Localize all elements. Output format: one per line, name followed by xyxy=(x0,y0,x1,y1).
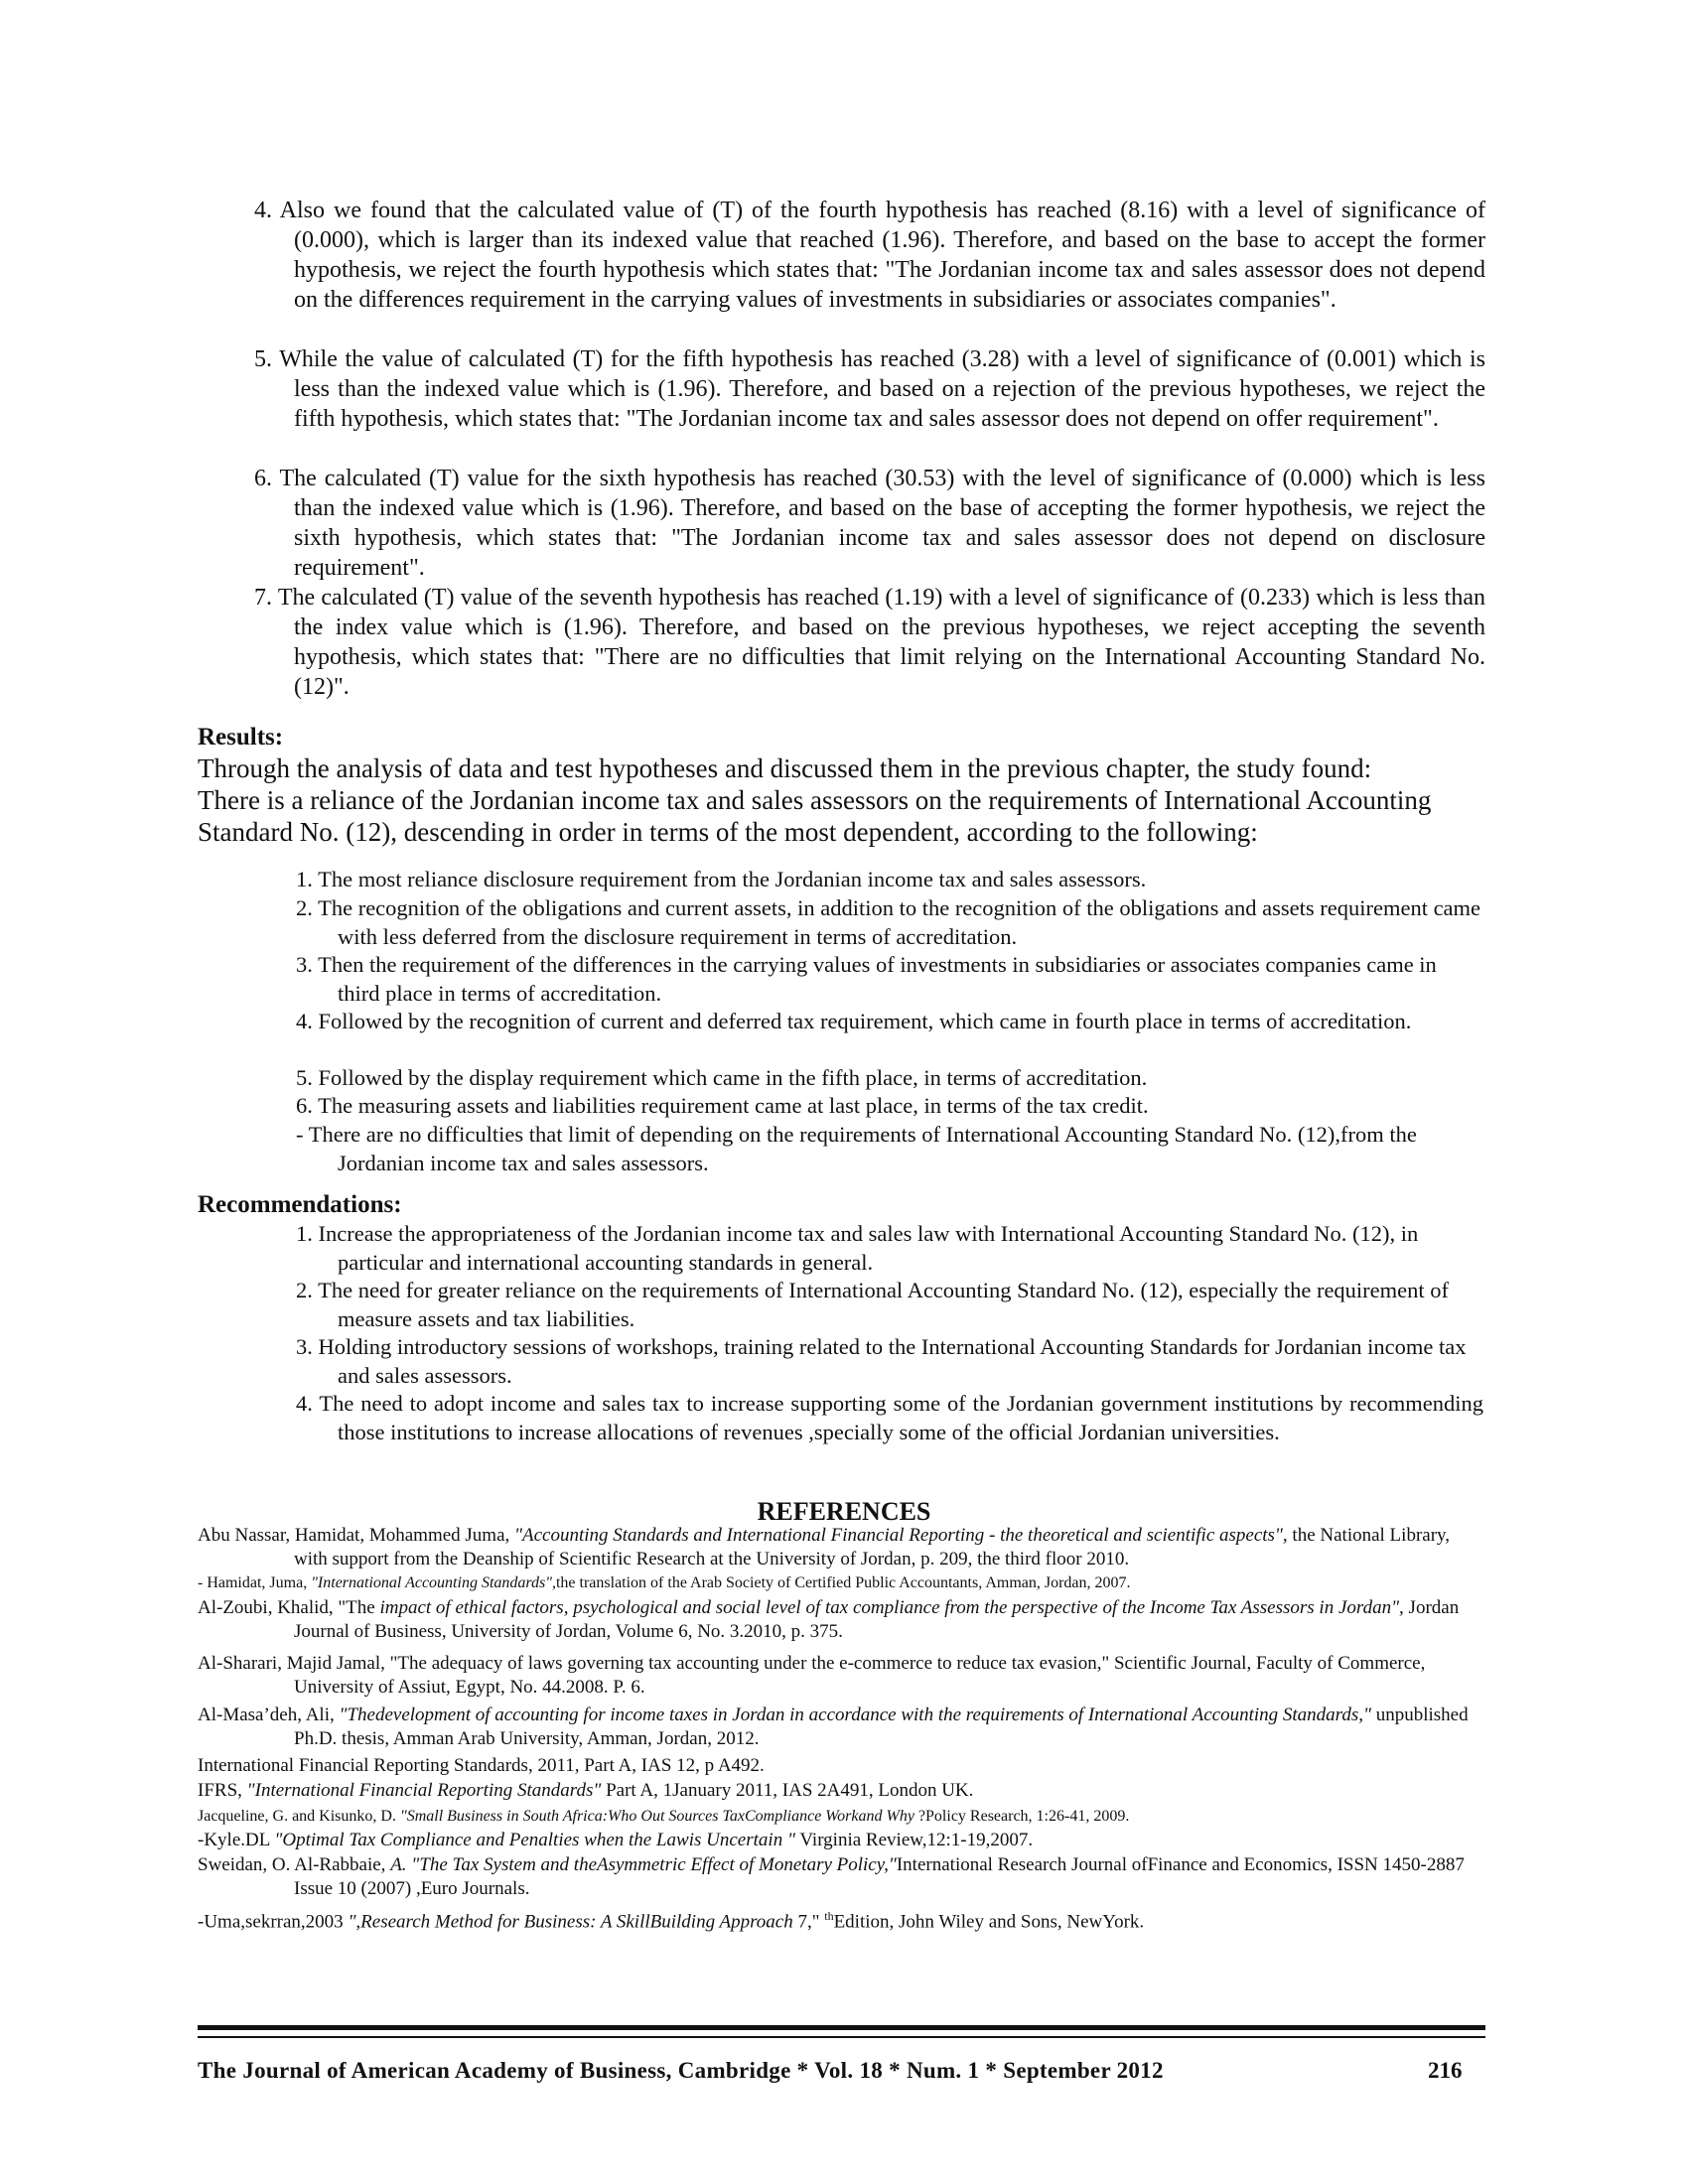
results-summary: There is a reliance of the Jordanian income tax and sales assessors on the requirements of International Accounting Standard No. (12), descending in order in terms of the most dependent, according to the following: xyxy=(198,785,1432,847)
reference-entry: Al-Masa’deh, Ali, "Thedevelopment of accounting for income taxes in Jordan in accordance with the requirements of International Accounting Standards," unpublished Ph.D. thesis, Amman Arab University, Amman, Jordan, 2012. xyxy=(198,1705,1469,1749)
hypothesis-4 xyxy=(254,196,1485,315)
results-item: - There are no difficulties that limit of depending on the requirements of International Accounting Standard No. (12),from the Jordanian income tax and sales assessors. xyxy=(296,1122,1417,1175)
footer-rule-thick xyxy=(198,2025,1485,2030)
recommendation-item: 2. The need for greater reliance on the requirements of International Accounting Standard No. (12), especially the requirement of measure assets and tax liabilities. xyxy=(296,1278,1450,1331)
hypothesis-text: 5. While the value of calculated (T) for the fifth hypothesis has reached (3.28) with a level of significance of (0.001) which is less than the indexed value which is (1.96). Therefore, and based on a rejection of the previous hypotheses, we reject the fifth hypothesis, which states that: "The Jordanian income tax and sales assessor does not depend on offer requirement". xyxy=(254,346,1485,432)
results-item: 4. Followed by the recognition of current and deferred tax requirement, which came in fourth place in terms of accreditation. xyxy=(296,1009,1412,1033)
results-heading: Results: xyxy=(198,724,284,751)
reference-entry: -Uma,sekrran,2003 ",Research Method for Business: A SkillBuilding Approach 7," $^{th}$Edition, John Wiley and Sons, NewYork. xyxy=(198,1909,1145,1933)
hypothesis-text: 7. The calculated (T) value of the seventh hypothesis has reached (1.19) with a level of significance of (0.233) which is less than the index value which is (1.96). Therefore, and based on the previous hypotheses, we reject accepting the seventh hypothesis, which states that: "There are no difficulties that limit relying on the International Accounting Standard No. (12)". xyxy=(254,585,1485,700)
reference-entry: Al-Sharari, Majid Jamal, "The adequacy of laws governing tax accounting under the e-commerce to reduce tax evasion," Scientific Journal, Faculty of Commerce, University of Assiut, Egypt, No. 44.2008. P. 6. xyxy=(198,1653,1426,1698)
journal-footer: The Journal of American Academy of Business, Cambridge * Vol. 18 * Num. 1 * September 2012 xyxy=(198,2058,1164,2083)
results-item: 5. Followed by the display requirement which came in the fifth place, in terms of accreditation. xyxy=(296,1065,1148,1090)
reference-entry: IFRS, "International Financial Reporting Standards" Part A, 1January 2011, IAS 2A491, London UK. xyxy=(198,1780,974,1801)
results-item: 2. The recognition of the obligations and current assets, in addition to the recognition of the obligations and assets requirement came with less deferred from the disclosure requirement in terms of accreditation. xyxy=(296,895,1481,949)
hypothesis-text: 4. Also we found that the calculated value of (T) of the fourth hypothesis has reached (8.16) with a level of significance of (0.000), which is larger than its indexed value that reached (1.96). Therefore, and based on the base to accept the former hypothesis, we reject the fourth hypothesis which states that: "The Jordanian income tax and sales assessor does not depend on the differences requirement in the carrying values of investments in subsidiaries or associates companies". xyxy=(254,198,1485,313)
references-heading: REFERENCES xyxy=(757,1497,931,1526)
hypothesis-6 xyxy=(254,464,1485,583)
reference-entry: Jacqueline, G. and Kisunko, D. "Small Business in South Africa:Who Out Sources TaxCompliance Workand Why ?Policy Research, 1:26-41, 2009. xyxy=(198,1808,1130,1825)
results-item: 6. The measuring assets and liabilities requirement came at last place, in terms of the tax credit. xyxy=(296,1093,1149,1118)
hypothesis-text: 6. The calculated (T) value for the sixth hypothesis has reached (30.53) with the level of significance of (0.000) which is less than the indexed value which is (1.96). Therefore, and based on the base of accepting the former hypothesis, we reject the sixth hypothesis, which states that: "The Jordanian income tax and sales assessor does not depend on disclosure requirement". xyxy=(254,466,1485,581)
reference-entry: Al-Zoubi, Khalid, "The impact of ethical factors, psychological and social level of tax compliance from the perspective of the Income Tax Assessors in Jordan", Jordan Journal of Business, University of Jordan, Volume 6, No. 3.2010, p. 375. xyxy=(198,1597,1460,1642)
footer-rule-thin xyxy=(198,2036,1485,2038)
recommendation-item: 1. Increase the appropriateness of the Jordanian income tax and sales law with International Accounting Standard No. (12), in particular and international accounting standards in general. xyxy=(296,1221,1419,1275)
page-number: 216 xyxy=(1428,2058,1463,2083)
recommendations-heading: Recommendations: xyxy=(198,1191,402,1218)
reference-entry: Abu Nassar, Hamidat, Mohammed Juma, "Accounting Standards and International Financial Reporting - the theoretical and scientific aspects", the National Library, with support from the Deanship of Scientific Research at the University of Jordan, p. 209, the third floor 2010. xyxy=(198,1525,1451,1570)
reference-entry: - Hamidat, Juma, "International Accounting Standards",the translation of the Arab Society of Certified Public Accountants, Amman, Jordan, 2007. xyxy=(198,1574,1131,1591)
reference-entry: -Kyle.DL "Optimal Tax Compliance and Penalties when the Lawis Uncertain " Virginia Review,12:1-19,2007. xyxy=(198,1830,1034,1850)
recommendation-item: 4. The need to adopt income and sales tax to increase supporting some of the Jordanian government institutions by recommending those institutions to increase allocations of revenues ,specially some of the official Jordanian universities. xyxy=(296,1391,1483,1444)
hypothesis-7 xyxy=(254,583,1485,702)
hypothesis-5 xyxy=(254,344,1485,434)
reference-entry: Sweidan, O. Al-Rabbaie, A. "The Tax System and theAsymmetric Effect of Monetary Policy,"International Research Journal ofFinance and Economics, ISSN 1450-2887 Issue 10 (2007) ,Euro Journals. xyxy=(198,1854,1465,1899)
recommendation-item: 3. Holding introductory sessions of workshops, training related to the International Accounting Standards for Jordanian income tax and sales assessors. xyxy=(296,1334,1467,1388)
results-item: 1. The most reliance disclosure requirement from the Jordanian income tax and sales assessors. xyxy=(296,867,1147,891)
reference-entry: International Financial Reporting Standards, 2011, Part A, IAS 12, p A492. xyxy=(198,1755,765,1776)
results-intro: Through the analysis of data and test hypotheses and discussed them in the previous chapter, the study found: xyxy=(198,753,1372,783)
results-item: 3. Then the requirement of the differences in the carrying values of investments in subsidiaries or associates companies came in third place in terms of accreditation. xyxy=(296,952,1437,1006)
